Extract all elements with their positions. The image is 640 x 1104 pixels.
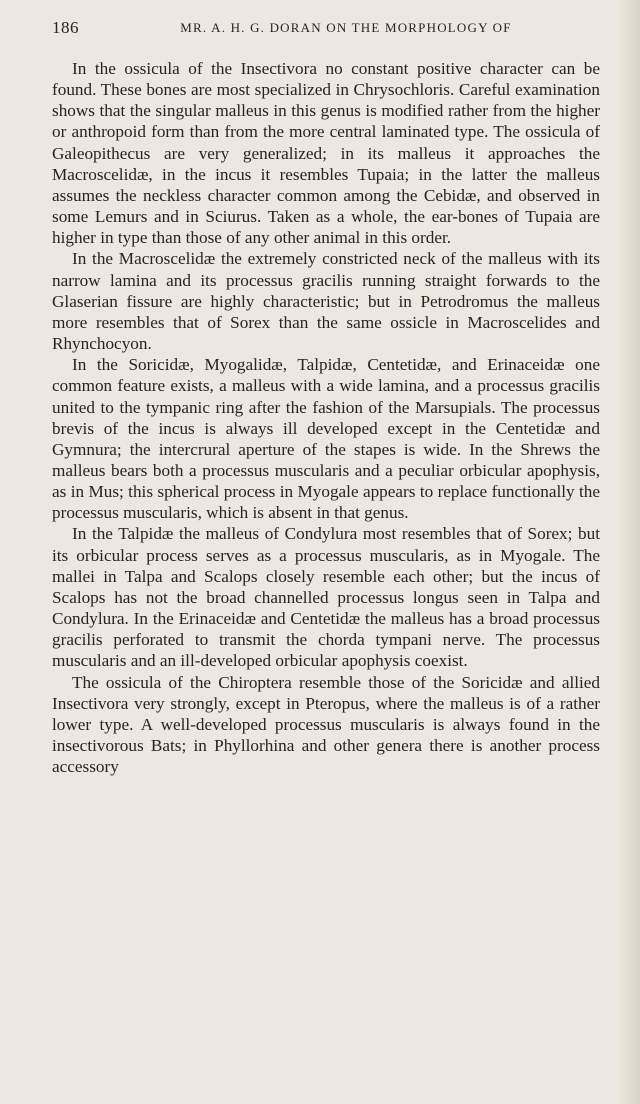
page-number: 186: [52, 18, 79, 37]
paragraph-talpidae: In the Talpidæ the malleus of Condylura most resembles that of Sorex; but its orbicular process serves as a processus muscularis, as in Myogale. The mallei in Talpa and Scalops closely resemble each other; but the incus of Scalops has not the broad channelled processus longus seen in Talpa and Condylura. In the Erinaceidæ and Centetidæ the malleus has a broad processus gracilis perforated to transmit the chorda tympani nerve. The processus muscularis and an ill-developed orbicular apophysis coexist.: [52, 524, 600, 671]
paragraph-chiroptera: The ossicula of the Chiroptera resemble those of the Soricidæ and allied Insectivora very strongly, except in Pteropus, where the malleus is of a rather lower type. A well-developed processus muscularis is always found in the insectivorous Bats; in Phyllorhina and other genera there is another process accessory: [52, 672, 600, 777]
running-head: MR. A. H. G. DORAN ON THE MORPHOLOGY OF: [180, 20, 512, 35]
paragraph-ossicula-insectivora: In the ossicula of the Insectivora no constant positive character can be found. These bones are most specialized in Chrysochloris. Careful examination shows that the singular malleus in this genus is modified rather from the higher or anthropoid form than from the more central laminated type. The ossicula of Galeopithecus are very generalized; in its malleus it approaches the Macroscelidæ, in the incus it resembles Tupaia; in the latter the malleus assumes the neckless character common among the Cebidæ, and observed in some Lemurs and in Sciurus. Taken as a whole, the ear-bones of Tupaia are higher in type than those of any other animal in this order.: [52, 59, 600, 248]
paragraph-soricidae: In the Soricidæ, Myogalidæ, Talpidæ, Centetidæ, and Erinaceidæ one common feature exists, a malleus with a wide lamina, and a processus gracilis united to the tympanic ring after the fashion of the Marsupials. The processus brevis of the incus is always ill developed except in the Centetidæ and Gymnura; the intercrural aperture of the stapes is wide. In the Shrews the malleus bears both a processus muscularis and a peculiar orbicular apophysis, as in Mus; this spherical process in Myogale appears to replace functionally the processus muscularis, which is absent in that genus.: [52, 355, 600, 523]
body-text: [52, 58, 600, 777]
paragraph-macroscelidae: In the Macroscelidæ the extremely constricted neck of the malleus with its narrow lamina and its processus gracilis running straight forwards to the Glaserian fissure are highly characteristic; but in Petrodromus the malleus more resembles that of Sorex than the same ossicle in Macroscelides and Rhynchocyon.: [52, 249, 600, 354]
page-header: [52, 12, 604, 42]
